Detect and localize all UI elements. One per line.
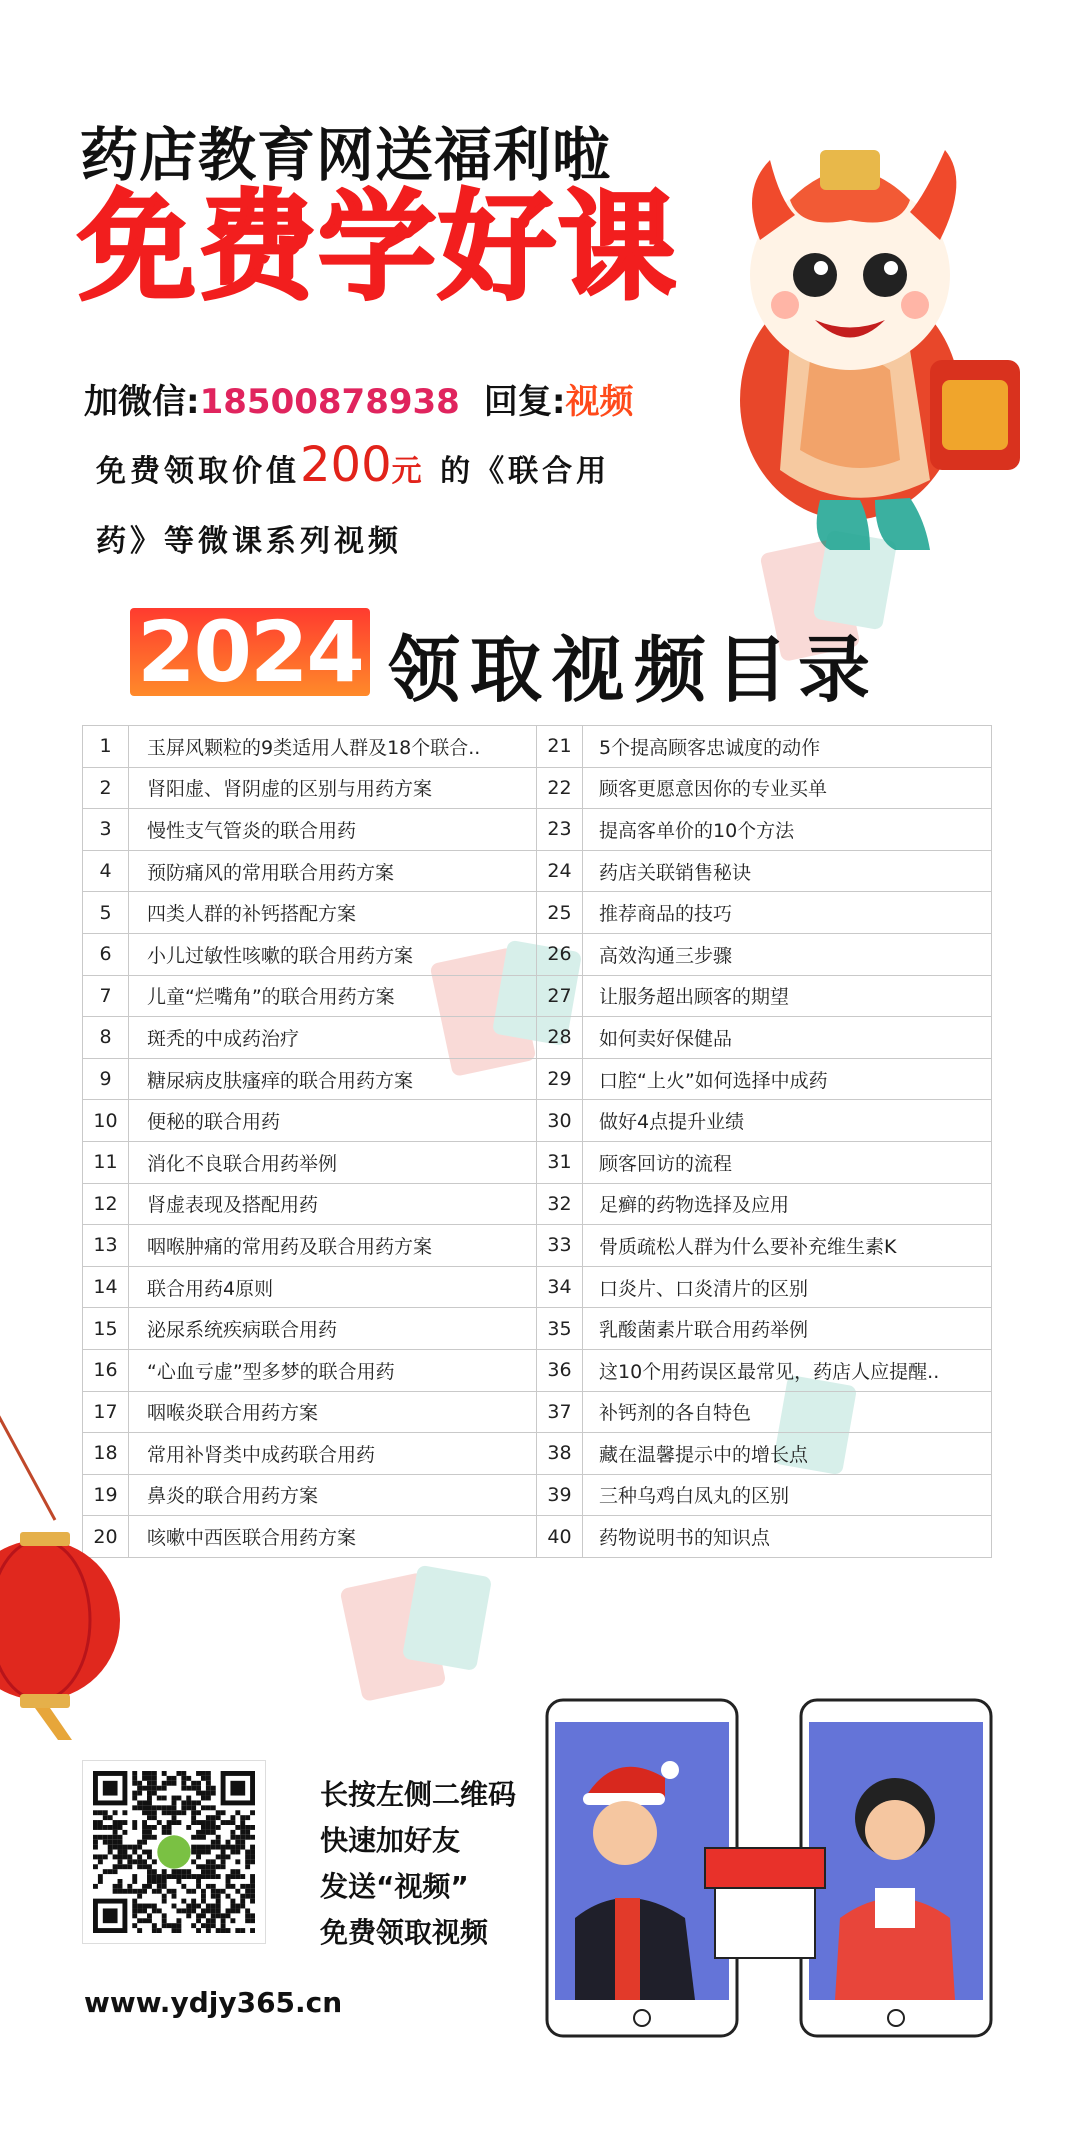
catalog-title: 药物说明书的知识点 [583,1516,992,1558]
catalog-number: 38 [537,1433,583,1475]
catalog-title: 联合用药4原则 [129,1266,537,1308]
catalog-number: 34 [537,1266,583,1308]
catalog-number: 39 [537,1474,583,1516]
catalog-row [83,1183,992,1225]
catalog-number: 23 [537,809,583,851]
catalog-number: 25 [537,892,583,934]
catalog-row [83,1266,992,1308]
catalog-title: 玉屏风颗粒的9类适用人群及18个联合.. [129,726,537,768]
catalog-number: 40 [537,1516,583,1558]
catalog-title: 慢性支气管炎的联合用药 [129,809,537,851]
video-catalog-table [82,725,992,1558]
phones-illustration [545,1698,995,2038]
catalog-title: 让服务超出顾客的期望 [583,975,992,1017]
catalog-number: 4 [83,850,129,892]
catalog-title: 四类人群的补钙搭配方案 [129,892,537,934]
offer-pre: 免费领取价值 [96,454,300,489]
catalog-row [83,1391,992,1433]
catalog-number: 35 [537,1308,583,1350]
instruction-line: 免费领取视频 [320,1916,489,1949]
instruction-line: 快速加好友 [320,1824,461,1857]
website-url[interactable]: www.ydjy365.cn [84,1986,343,2019]
catalog-number: 37 [537,1391,583,1433]
catalog-row [83,1474,992,1516]
contact-line [84,374,633,423]
catalog-row [83,1100,992,1142]
catalog-number: 29 [537,1058,583,1100]
catalog-number: 9 [83,1058,129,1100]
catalog-number: 2 [83,767,129,809]
catalog-number: 7 [83,975,129,1017]
catalog-number: 21 [537,726,583,768]
catalog-title: 提高客单价的10个方法 [583,809,992,851]
catalog-number: 30 [537,1100,583,1142]
catalog-row [83,892,992,934]
catalog-row [83,1433,992,1475]
instruction-line: 发送“视频” [320,1870,469,1903]
catalog-number: 15 [83,1308,129,1350]
catalog-number: 18 [83,1433,129,1475]
catalog-number: 14 [83,1266,129,1308]
catalog-number: 28 [537,1017,583,1059]
catalog-title: 藏在温馨提示中的增长点 [583,1433,992,1475]
lantern-icon [0,1400,140,1740]
catalog-title: 三种乌鸡白凤丸的区别 [583,1474,992,1516]
catalog-title: 高效沟通三步骤 [583,933,992,975]
offer-post: 的《联合用药》等微课系列视频 [96,454,611,559]
catalog-number: 32 [537,1183,583,1225]
catalog-number: 33 [537,1225,583,1267]
catalog-number: 16 [83,1349,129,1391]
catalog-number: 24 [537,850,583,892]
catalog-row [83,1308,992,1350]
red-envelope-decoration [340,1560,500,1710]
catalog-number: 36 [537,1349,583,1391]
catalog-title: 糖尿病皮肤瘙痒的联合用药方案 [129,1058,537,1100]
catalog-title: 消化不良联合用药举例 [129,1141,537,1183]
reply-word: 视频 [565,382,634,422]
catalog-number: 22 [537,767,583,809]
catalog-number: 1 [83,726,129,768]
catalog-row [83,726,992,768]
headline: 药店教育网送福利啦 [80,121,612,189]
wechat-label: 加微信: [84,382,200,422]
wechat-phone[interactable]: 18500878938 [199,382,460,422]
catalog-title: 鼻炎的联合用药方案 [129,1474,537,1516]
catalog-title: 肾虚表现及搭配用药 [129,1183,537,1225]
offer-unit: 元 [391,454,426,489]
catalog-row [83,809,992,851]
wechat-qr-code[interactable] [82,1760,266,1944]
catalog-number: 8 [83,1017,129,1059]
catalog-title: 骨质疏松人群为什么要补充维生素K [583,1225,992,1267]
catalog-title: 5个提高顾客忠诚度的动作 [583,726,992,768]
catalog-number: 31 [537,1141,583,1183]
catalog-title: 儿童“烂嘴角”的联合用药方案 [129,975,537,1017]
catalog-title: 顾客更愿意因你的专业买单 [583,767,992,809]
catalog-title: 咳嗽中西医联合用药方案 [129,1516,537,1558]
catalog-title: 口腔“上火”如何选择中成药 [583,1058,992,1100]
catalog-title: 泌尿系统疾病联合用药 [129,1308,537,1350]
catalog-row [83,1017,992,1059]
catalog-title: 药店关联销售秘诀 [583,850,992,892]
catalog-number: 11 [83,1141,129,1183]
catalog-title: 肾阳虚、肾阴虚的区别与用药方案 [129,767,537,809]
catalog-title: 咽喉肿痛的常用药及联合用药方案 [129,1225,537,1267]
catalog-title: 如何卖好保健品 [583,1017,992,1059]
instructions [320,1772,516,1956]
reply-label: 回复: [483,382,566,422]
catalog-number: 26 [537,933,583,975]
catalog-title: 做好4点提升业绩 [583,1100,992,1142]
catalog-number: 13 [83,1225,129,1267]
catalog-title: 这10个用药误区最常见，药店人应提醒.. [583,1349,992,1391]
catalog-row [83,1349,992,1391]
catalog-number: 27 [537,975,583,1017]
catalog-row [83,1225,992,1267]
catalog-row [83,975,992,1017]
catalog-row [83,850,992,892]
catalog-number: 17 [83,1391,129,1433]
catalog-number: 19 [83,1474,129,1516]
dragon-mascot-image [700,100,1060,560]
catalog-row [83,933,992,975]
catalog-number: 6 [83,933,129,975]
catalog-row [83,1141,992,1183]
catalog-number: 3 [83,809,129,851]
catalog-title: 咽喉炎联合用药方案 [129,1391,537,1433]
catalog-row [83,1516,992,1558]
hero-title: 免费学好课 [78,178,679,316]
offer-description [96,430,656,577]
catalog-title: 足癣的药物选择及应用 [583,1183,992,1225]
catalog-title: 斑秃的中成药治疗 [129,1017,537,1059]
catalog-title: 预防痛风的常用联合用药方案 [129,850,537,892]
offer-value: 200 [300,437,392,493]
catalog-title: 推荐商品的技巧 [583,892,992,934]
catalog-title: “心血亏虚”型多梦的联合用药 [129,1349,537,1391]
catalog-title: 领取视频目录 [388,627,881,712]
catalog-number: 10 [83,1100,129,1142]
instruction-line: 长按左侧二维码 [320,1778,517,1811]
catalog-number: 20 [83,1516,129,1558]
wechat-logo-icon [157,1835,190,1868]
catalog-title: 乳酸菌素片联合用药举例 [583,1308,992,1350]
catalog-title: 便秘的联合用药 [129,1100,537,1142]
catalog-number: 5 [83,892,129,934]
catalog-title: 常用补肾类中成药联合用药 [129,1433,537,1475]
catalog-title: 口炎片、口炎清片的区别 [583,1266,992,1308]
catalog-number: 12 [83,1183,129,1225]
catalog-title: 小儿过敏性咳嗽的联合用药方案 [129,933,537,975]
catalog-title: 顾客回访的流程 [583,1141,992,1183]
catalog-title: 补钙剂的各自特色 [583,1391,992,1433]
year-number: 2024 [130,608,370,696]
catalog-row [83,767,992,809]
catalog-row [83,1058,992,1100]
